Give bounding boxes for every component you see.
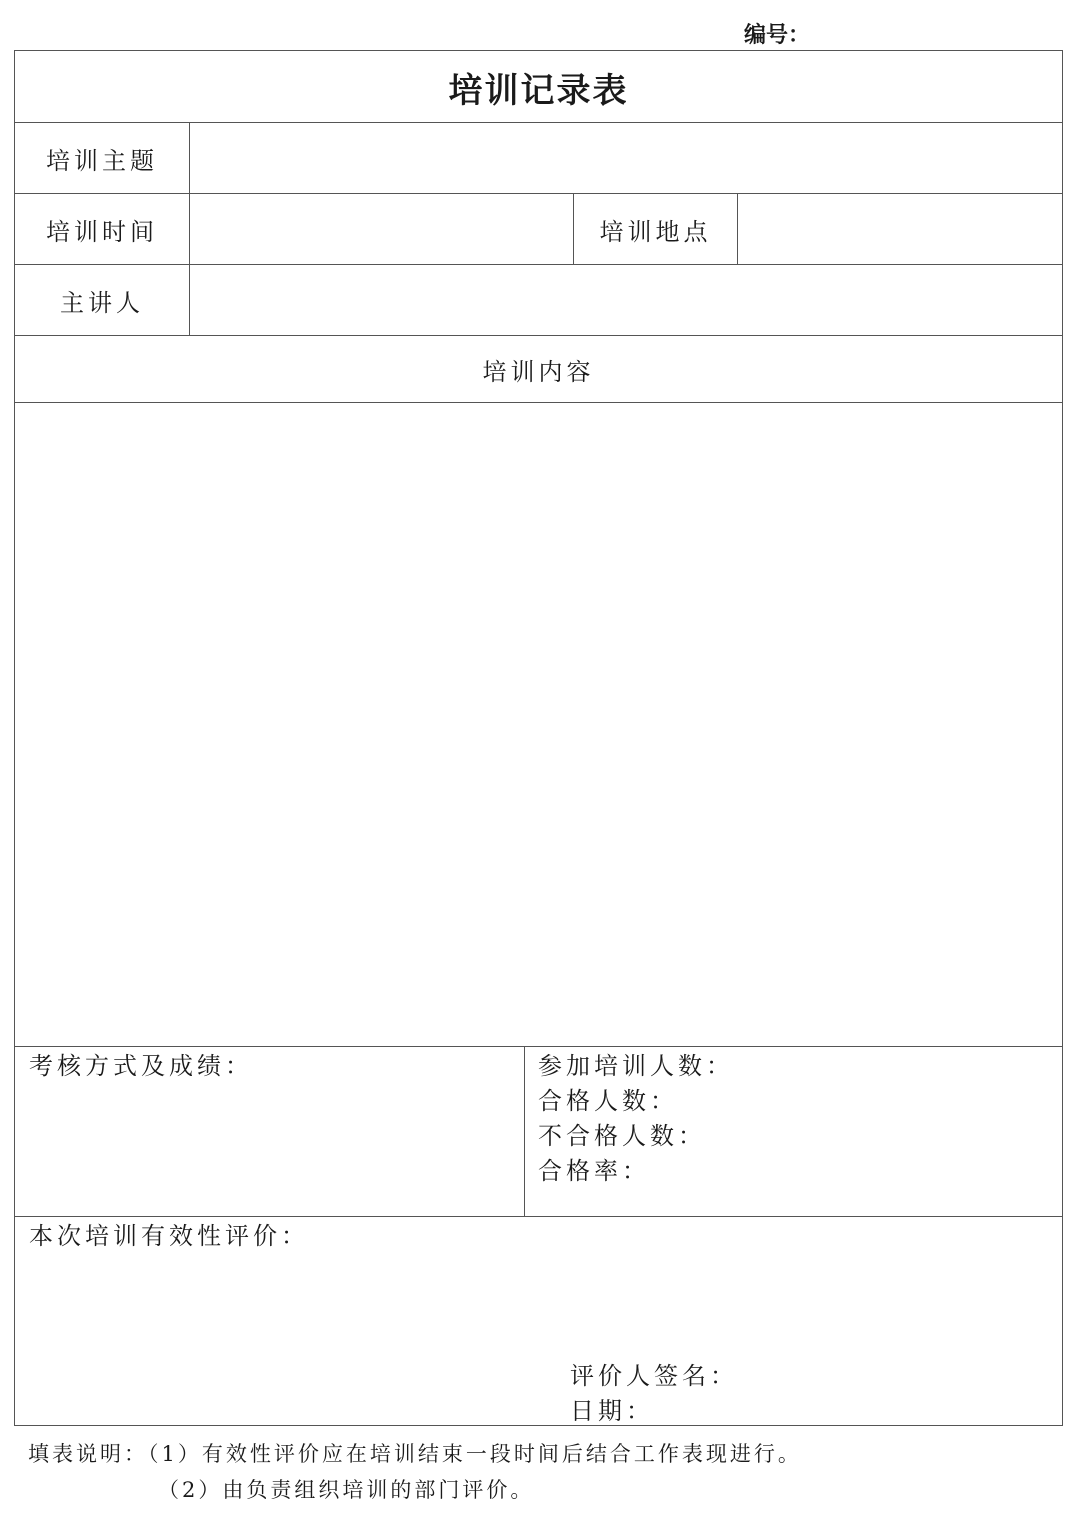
notes-item-1: （1）有效性评价应在培训结束一段时间后结合工作表现进行。 xyxy=(148,1442,802,1466)
training-record-form xyxy=(14,50,1063,1426)
notes-row-1 xyxy=(28,1436,802,1472)
signature-label: 评价人签名： xyxy=(570,1362,738,1390)
divider-line xyxy=(15,1046,1062,1047)
pass-rate-label: 合格率： xyxy=(538,1157,650,1185)
qualified-count-label: 合格人数： xyxy=(538,1087,678,1115)
topic-label: 培训主题 xyxy=(46,146,158,175)
date-label: 日期： xyxy=(570,1397,654,1425)
form-notes xyxy=(28,1436,802,1508)
location-field[interactable] xyxy=(738,194,1062,264)
participants-count-label: 参加培训人数： xyxy=(538,1052,734,1080)
notes-item-2: （2）由负责组织培训的部门评价。 xyxy=(158,1478,535,1502)
notes-row-2 xyxy=(28,1472,802,1508)
divider-line xyxy=(15,1216,1062,1217)
notes-label: 填表说明： xyxy=(28,1442,148,1466)
evaluation-label: 本次培训有效性评价： xyxy=(29,1222,309,1250)
unqualified-count-label: 不合格人数： xyxy=(538,1122,706,1150)
divider-line xyxy=(524,1047,525,1217)
topic-field[interactable] xyxy=(190,123,1062,193)
time-label: 培训时间 xyxy=(46,217,158,246)
speaker-field[interactable] xyxy=(190,265,1062,335)
content-field[interactable] xyxy=(15,403,1062,1046)
location-label: 培训地点 xyxy=(599,217,712,246)
content-header: 培训内容 xyxy=(482,357,595,386)
serial-number-label: 编号： xyxy=(744,23,811,48)
form-title: 培训记录表 xyxy=(448,70,629,111)
time-field[interactable] xyxy=(190,194,573,264)
assessment-method-label: 考核方式及成绩： xyxy=(29,1052,253,1080)
speaker-label: 主讲人 xyxy=(60,288,144,317)
